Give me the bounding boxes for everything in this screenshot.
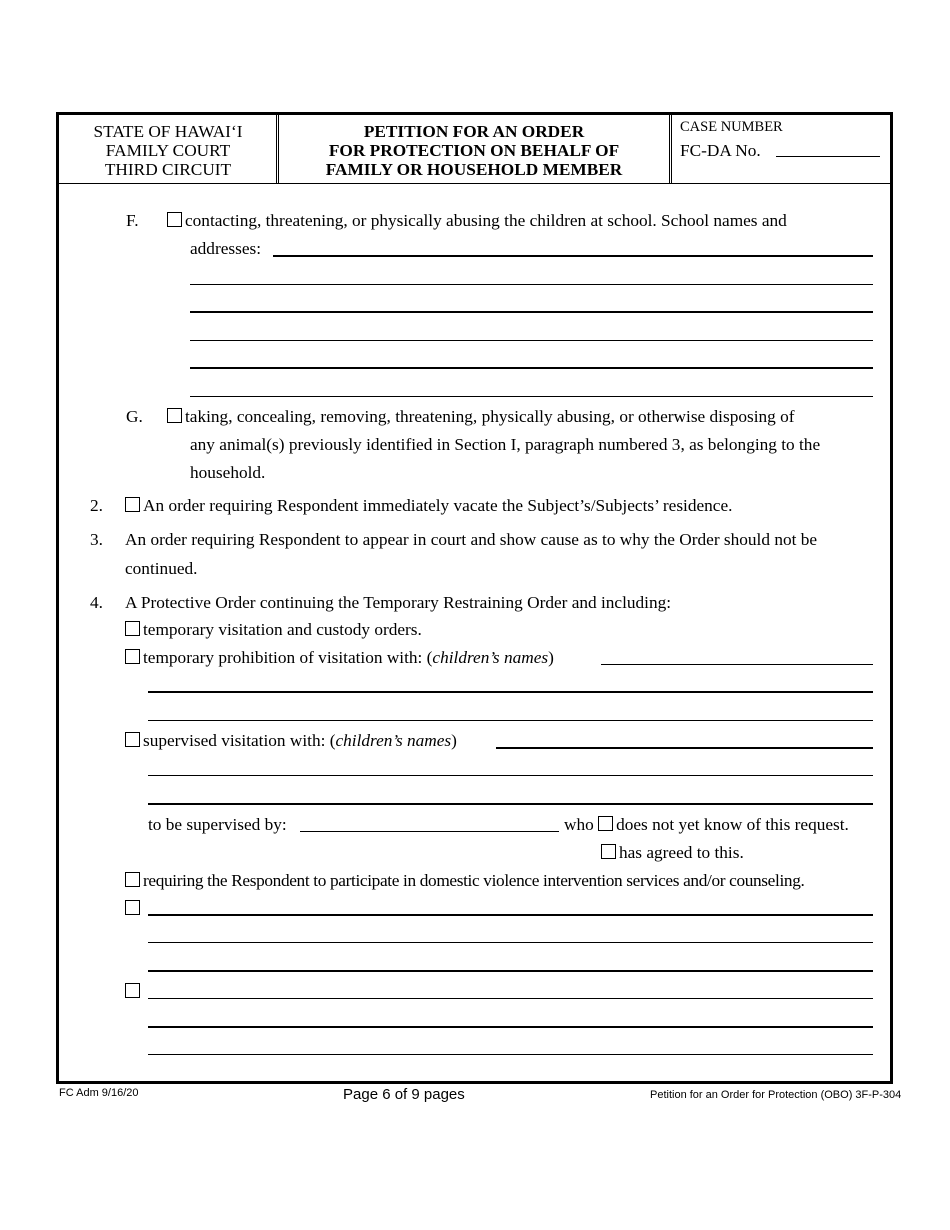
title-line-3: FAMILY OR HOUSEHOLD MEMBER xyxy=(325,160,623,179)
counseling-row xyxy=(125,871,804,891)
footer-page-number: Page 6 of 9 pages xyxy=(343,1086,465,1103)
item-3-number: 3. xyxy=(90,530,103,549)
supervised-close-paren: ) xyxy=(451,731,457,750)
other-option-2-line-2[interactable] xyxy=(148,1026,873,1028)
item-3-text-line1: An order requiring Respondent to appear in court and show cause as to why the Order should not be xyxy=(125,530,818,549)
item-g-text-line1: taking, concealing, removing, threatening, physically abusing, or otherwise disposing of xyxy=(185,407,795,426)
item-f-text-line2: addresses: xyxy=(190,239,262,258)
school-address-line-3[interactable] xyxy=(190,311,873,313)
prohibition-checkbox[interactable] xyxy=(125,649,140,664)
prohibition-children-names-hint: children’s names xyxy=(432,648,549,667)
item-2-text: An order requiring Respondent immediately vacate the Subject’s/Subjects’ residence. xyxy=(143,496,733,515)
temp-visitation-row xyxy=(125,620,422,640)
footer-form-title: Petition for an Order for Protection (OBO) 3F-P-304 xyxy=(650,1089,902,1101)
other-option-1-line-1[interactable] xyxy=(148,914,873,916)
supervised-checkbox[interactable] xyxy=(125,732,140,747)
frame-bottom-border xyxy=(56,1081,893,1084)
prohibition-names-line-1[interactable] xyxy=(601,664,873,665)
other-option-1-line-3[interactable] xyxy=(148,970,873,972)
court-state: STATE OF HAWAI‘I xyxy=(93,122,243,141)
supervised-children-names-hint: children’s names xyxy=(335,731,452,750)
supervised-by-label: to be supervised by: xyxy=(148,815,287,834)
other-option-2-checkbox[interactable] xyxy=(125,983,140,998)
item-g-row xyxy=(167,407,795,427)
supervised-names-line-2[interactable] xyxy=(148,775,873,776)
court-header xyxy=(60,122,276,179)
temp-visitation-text: temporary visitation and custody orders. xyxy=(143,620,422,639)
header-divider-2 xyxy=(669,113,672,184)
item-3-text-line2: continued. xyxy=(125,559,198,578)
prohibition-text: temporary prohibition of visitation with: ( xyxy=(143,648,433,667)
supervised-text: supervised visitation with: ( xyxy=(143,731,336,750)
agreed-checkbox[interactable] xyxy=(601,844,616,859)
case-number-label: CASE NUMBER xyxy=(680,119,783,135)
court-name: FAMILY COURT xyxy=(105,141,231,160)
prohibition-row xyxy=(125,648,554,668)
frame-top-border xyxy=(56,112,893,115)
supervised-row xyxy=(125,731,457,751)
school-address-line-2[interactable] xyxy=(190,284,873,285)
other-option-2-line-1[interactable] xyxy=(148,998,873,999)
title-line-2: FOR PROTECTION ON BEHALF OF xyxy=(328,141,620,160)
school-address-line-5[interactable] xyxy=(190,367,873,369)
item-4-number: 4. xyxy=(90,593,103,612)
item-f-checkbox[interactable] xyxy=(167,212,182,227)
item-2-row xyxy=(125,496,732,516)
title-line-1: PETITION FOR AN ORDER xyxy=(363,122,585,141)
case-number-prefix: FC-DA No. xyxy=(680,141,761,160)
school-address-line-6[interactable] xyxy=(190,396,873,397)
item-g-checkbox[interactable] xyxy=(167,408,182,423)
item-4-intro: A Protective Order continuing the Temporary Restraining Order and including: xyxy=(125,593,672,612)
prohibition-close-paren: ) xyxy=(548,648,554,667)
supervised-names-line-3[interactable] xyxy=(148,803,873,805)
header-bottom-border xyxy=(56,183,893,184)
item-g-text-line3: household. xyxy=(190,463,266,482)
item-f-row xyxy=(167,211,787,231)
item-g-letter: G. xyxy=(126,407,143,426)
who-label: who xyxy=(564,815,594,834)
item-f-text-line1: contacting, threatening, or physically abusing the children at school. School names and xyxy=(185,211,787,230)
item-f-letter: F. xyxy=(126,211,139,230)
agreed-text: has agreed to this. xyxy=(619,843,744,862)
document-title xyxy=(279,122,669,179)
footer-form-id: FC Adm 9/16/20 xyxy=(59,1087,139,1099)
temp-visitation-checkbox[interactable] xyxy=(125,621,140,636)
prohibition-names-line-3[interactable] xyxy=(148,720,873,721)
counseling-checkbox[interactable] xyxy=(125,872,140,887)
item-2-number: 2. xyxy=(90,496,103,515)
other-option-1-line-2[interactable] xyxy=(148,942,873,943)
supervised-names-line-1[interactable] xyxy=(496,747,873,749)
supervisor-name-field[interactable] xyxy=(300,831,559,832)
prohibition-names-line-2[interactable] xyxy=(148,691,873,693)
case-number-field[interactable] xyxy=(776,156,880,157)
not-know-text: does not yet know of this request. xyxy=(616,815,849,834)
not-know-checkbox[interactable] xyxy=(598,816,613,831)
school-address-line-4[interactable] xyxy=(190,340,873,341)
counseling-text: requiring the Respondent to participate in domestic violence intervention services and/or counseling. xyxy=(143,871,805,890)
item-2-checkbox[interactable] xyxy=(125,497,140,512)
court-circuit: THIRD CIRCUIT xyxy=(104,160,232,179)
other-option-1-checkbox[interactable] xyxy=(125,900,140,915)
school-address-line-1[interactable] xyxy=(273,255,873,257)
item-g-text-line2: any animal(s) previously identified in Section I, paragraph numbered 3, as belonging to the xyxy=(190,435,821,454)
supervisor-who-row xyxy=(564,815,849,835)
agreed-row xyxy=(601,843,744,863)
other-option-2-line-3[interactable] xyxy=(148,1054,873,1055)
